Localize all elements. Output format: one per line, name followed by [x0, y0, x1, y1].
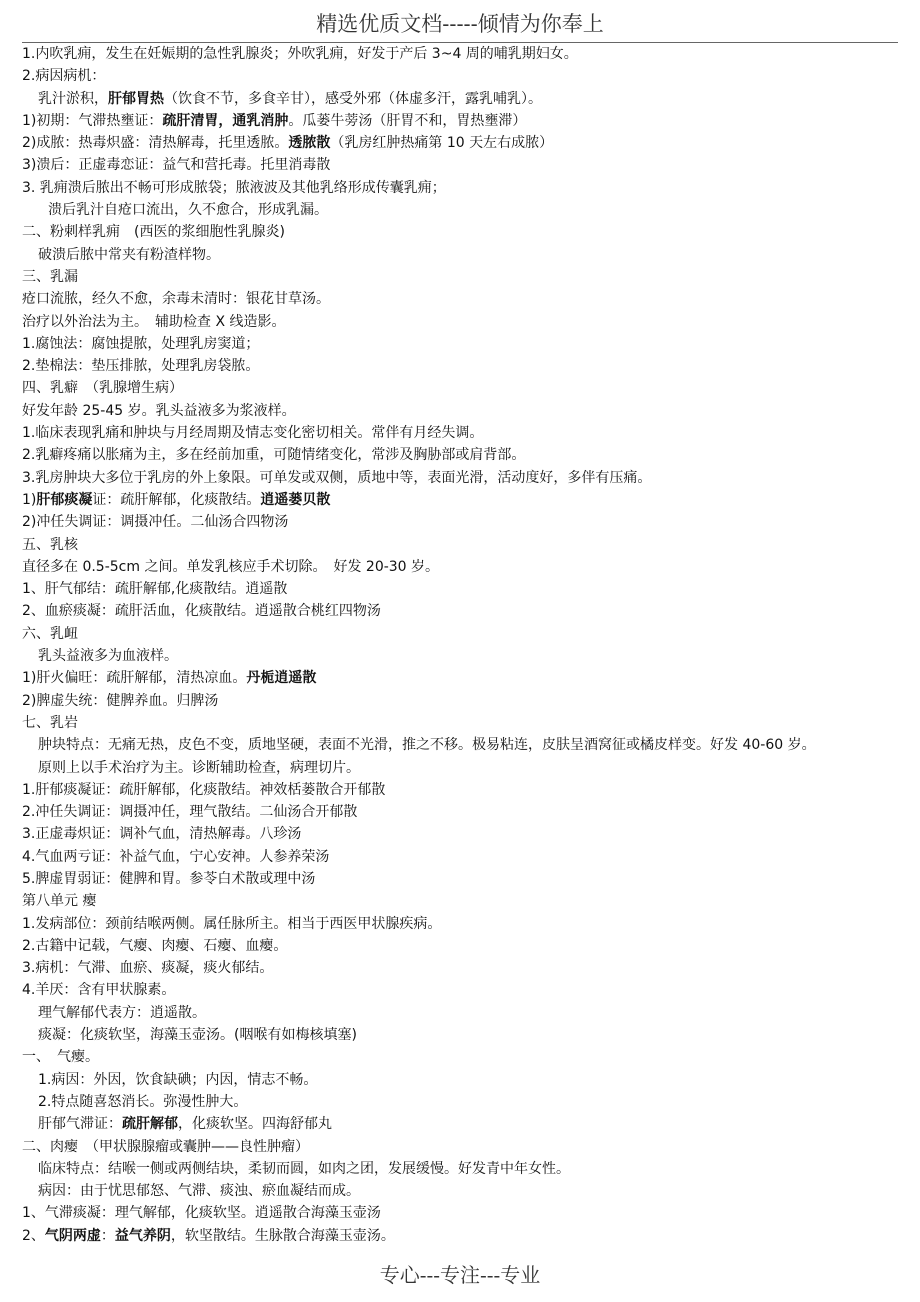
- text-segment: 1)初期：气滞热壅证：: [22, 112, 163, 129]
- text-segment: 1.病因：外因，饮食缺碘；内因，情志不畅。: [38, 1071, 318, 1088]
- text-segment: ，化痰软坚。四海舒郁丸: [178, 1116, 332, 1133]
- text-segment: 三、乳漏: [22, 268, 78, 285]
- text-line: [22, 1069, 902, 1091]
- text-segment: 2)冲任失调证：调摄冲任。二仙汤合四物汤: [22, 514, 289, 531]
- text-segment: 3.乳房肿块大多位于乳房的外上象限。可单发或双侧，质地中等，表面光滑，活动度好，多伴有压痛。: [22, 469, 652, 486]
- text-segment: 病因：由于忧思郁怒、气滞、痰浊、瘀血凝结而成。: [38, 1183, 360, 1200]
- text-line: [22, 913, 902, 935]
- text-line: [22, 511, 902, 533]
- text-line: [22, 779, 902, 801]
- text-segment: 疮口流脓，经久不愈，余毒未清时：银花甘草汤。: [22, 291, 330, 308]
- page-header: 精选优质文档-----倾情为你奉上: [316, 12, 604, 36]
- text-segment: 2.古籍中记载，气瘿、肉瘿、石瘿、血瘿。: [22, 937, 288, 954]
- text-segment: 临床特点：结喉一侧或两侧结块，柔韧而圆，如肉之团，发展缓慢。好发青中年女性。: [38, 1160, 570, 1177]
- text-segment: 1、肝气郁结：疏肝解郁,化痰散结。逍遥散: [22, 581, 288, 598]
- text-line: [22, 823, 902, 845]
- text-line: [22, 600, 902, 622]
- text-line: [22, 221, 902, 243]
- bold-text: 丹栀逍遥散: [246, 670, 317, 687]
- text-line: [22, 1002, 902, 1024]
- text-segment: 破溃后脓中常夹有粉渣样物。: [38, 246, 220, 263]
- text-line: [22, 623, 902, 645]
- text-segment: 五、乳核: [22, 536, 78, 553]
- text-segment: 1.肝郁痰凝证：疏肝解郁，化痰散结。神效栝蒌散合开郁散: [22, 781, 386, 798]
- text-segment: 第八单元 瘿: [22, 893, 97, 910]
- text-segment: 四、乳癖 （乳腺增生病）: [22, 380, 183, 397]
- text-line: [22, 1202, 902, 1224]
- text-segment: 肿块特点：无痛无热，皮色不变，质地坚硬，表面不光滑，推之不移。极易粘连，皮肤呈酒窝征或橘皮样变。好发 40-60 岁。: [38, 737, 816, 754]
- text-segment: 1.临床表现乳痛和肿块与月经周期及情志变化密切相关。常伴有月经失调。: [22, 425, 484, 442]
- text-segment: 好发年龄 25-45 岁。乳头益液多为浆液样。: [22, 402, 296, 419]
- text-line: [22, 712, 902, 734]
- text-segment: 乳头益液多为血液样。: [38, 648, 178, 665]
- text-line: [22, 846, 902, 868]
- text-segment: 3. 乳痈溃后脓出不畅可形成脓袋；脓液波及其他乳络形成传囊乳痈；: [22, 179, 446, 196]
- text-line: [22, 467, 902, 489]
- bold-text: 肝郁胃热: [108, 90, 164, 107]
- text-segment: 1.腐蚀法：腐蚀提脓，处理乳房窦道；: [22, 335, 260, 352]
- text-line: [22, 400, 902, 422]
- text-line: [22, 935, 902, 957]
- text-line: [22, 333, 902, 355]
- text-segment: 2、: [22, 1227, 45, 1244]
- text-line: [22, 890, 902, 912]
- text-segment: 2.乳癖疼痛以胀痛为主，多在经前加重，可随情绪变化，常涉及胸胁部或肩背部。: [22, 447, 526, 464]
- text-line: [22, 801, 902, 823]
- text-line: [22, 377, 902, 399]
- text-line: [22, 154, 902, 176]
- text-line: [22, 1225, 902, 1247]
- text-segment: 3)溃后：正虚毒恋证：益气和营托毒。托里消毒散: [22, 157, 331, 174]
- document-body: [22, 43, 902, 1247]
- text-line: [22, 734, 902, 756]
- text-line: [22, 1180, 902, 1202]
- text-segment: 肝郁气滞证：: [38, 1116, 122, 1133]
- text-segment: 2.垫棉法：垫压排脓，处理乳房袋脓。: [22, 358, 260, 375]
- text-segment: 六、乳衄: [22, 625, 78, 642]
- bold-text: 益气养阴: [114, 1227, 171, 1244]
- text-segment: 1.发病部位：颈前结喉两侧。属任脉所主。相当于西医甲状腺疾病。: [22, 915, 442, 932]
- text-segment: 理气解郁代表方：逍遥散。: [38, 1004, 206, 1021]
- bold-text: 疏肝解郁: [122, 1116, 178, 1133]
- text-segment: （乳房红肿热痛第 10 天左右成脓）: [330, 135, 554, 152]
- text-line: [22, 1113, 902, 1135]
- text-segment: 痰凝：化痰软坚，海藻玉壶汤。(咽喉有如梅核填塞): [38, 1027, 357, 1044]
- text-segment: 2.特点随喜怒消长。弥漫性肿大。: [38, 1093, 248, 1110]
- text-line: [22, 422, 902, 444]
- page-footer: 专心---专注---专业: [379, 1263, 541, 1287]
- text-line: [22, 690, 902, 712]
- text-line: [22, 311, 902, 333]
- text-line: [22, 578, 902, 600]
- text-line: [22, 88, 902, 110]
- text-segment: 二、肉瘿 （甲状腺腺瘤或囊肿——良性肿瘤）: [22, 1138, 309, 1155]
- text-segment: 4.羊厌：含有甲状腺素。: [22, 982, 176, 999]
- text-line: [22, 244, 902, 266]
- text-segment: 3.正虚毒炽证：调补气血，清热解毒。八珍汤: [22, 826, 302, 843]
- text-line: [22, 1024, 902, 1046]
- text-line: [22, 534, 902, 556]
- text-segment: 七、乳岩: [22, 714, 78, 731]
- text-segment: ，软坚散结。生脉散合海藻玉壶汤。: [170, 1227, 395, 1244]
- text-segment: 溃后乳汁自疮口流出，久不愈合，形成乳漏。: [48, 202, 328, 219]
- text-line: [22, 1158, 902, 1180]
- text-line: [22, 1091, 902, 1113]
- text-segment: 4.气血两亏证：补益气血，宁心安神。人参养荣汤: [22, 848, 330, 865]
- text-segment: ：: [100, 1227, 115, 1244]
- text-line: [22, 355, 902, 377]
- text-line: [22, 556, 902, 578]
- text-segment: 1)肝火偏旺：疏肝解郁，清热凉血。: [22, 670, 247, 687]
- text-line: [22, 43, 902, 65]
- text-line: [22, 177, 902, 199]
- text-line: [22, 957, 902, 979]
- text-segment: 2.冲任失调证：调摄冲任，理气散结。二仙汤合开郁散: [22, 804, 358, 821]
- text-segment: 5.脾虚胃弱证：健脾和胃。参苓白术散或理中汤: [22, 870, 316, 887]
- text-segment: 乳汁淤积，: [38, 90, 108, 107]
- text-segment: 1): [22, 491, 37, 508]
- text-segment: 3.病机：气滞、血瘀、痰凝，痰火郁结。: [22, 960, 274, 977]
- text-segment: 2)成脓：热毒炽盛：清热解毒，托里透脓。: [22, 135, 289, 152]
- text-line: [22, 979, 902, 1001]
- text-line: [22, 266, 902, 288]
- text-segment: 治疗以外治法为主。 辅助检查 X 线造影。: [22, 313, 286, 330]
- text-segment: 证：疏肝解郁，化痰散结。: [92, 491, 261, 508]
- text-segment: 二、粉刺样乳痈 (西医的浆细胞性乳腺炎): [22, 224, 285, 241]
- text-line: [22, 444, 902, 466]
- bold-text: 肝郁痰凝: [36, 491, 93, 508]
- text-segment: 2.病因病机：: [22, 68, 106, 85]
- text-line: [22, 1136, 902, 1158]
- text-segment: （饮食不节，多食辛甘），感受外邪（体虚多汗，露乳哺乳）。: [164, 90, 542, 107]
- text-segment: 1.内吹乳痈，发生在妊娠期的急性乳腺炎；外吹乳痈，好发于产后 3~4 周的哺乳期妇女。: [22, 46, 578, 62]
- text-line: [22, 757, 902, 779]
- text-line: [22, 489, 902, 511]
- text-segment: 2)脾虚失统：健脾养血。归脾汤: [22, 692, 219, 709]
- text-line: [22, 1046, 902, 1068]
- bold-text: 气阴两虚: [44, 1227, 101, 1244]
- text-segment: 。瓜蒌牛蒡汤（肝胃不和，胃热壅滞）: [288, 112, 527, 129]
- bold-text: 逍遥蒌贝散: [260, 491, 331, 508]
- text-line: [22, 645, 902, 667]
- text-segment: 原则上以手术治疗为主。诊断辅助检查，病理切片。: [38, 759, 360, 776]
- text-segment: 1、气滞痰凝：理气解郁，化痰软坚。逍遥散合海藻玉壶汤: [22, 1205, 381, 1222]
- text-line: [22, 288, 902, 310]
- text-segment: 2、血瘀痰凝：疏肝活血，化痰散结。逍遥散合桃红四物汤: [22, 603, 381, 620]
- bold-text: 疏肝清胃，通乳消肿: [162, 112, 289, 129]
- text-line: [22, 868, 902, 890]
- text-segment: 一、 气瘿。: [22, 1049, 99, 1066]
- text-line: [22, 667, 902, 689]
- text-segment: 直径多在 0.5-5cm 之间。单发乳核应手术切除。 好发 20-30 岁。: [22, 558, 440, 575]
- text-line: [22, 65, 902, 87]
- text-line: [22, 110, 902, 132]
- text-line: [22, 199, 902, 221]
- text-line: [22, 132, 902, 154]
- bold-text: 透脓散: [288, 135, 331, 152]
